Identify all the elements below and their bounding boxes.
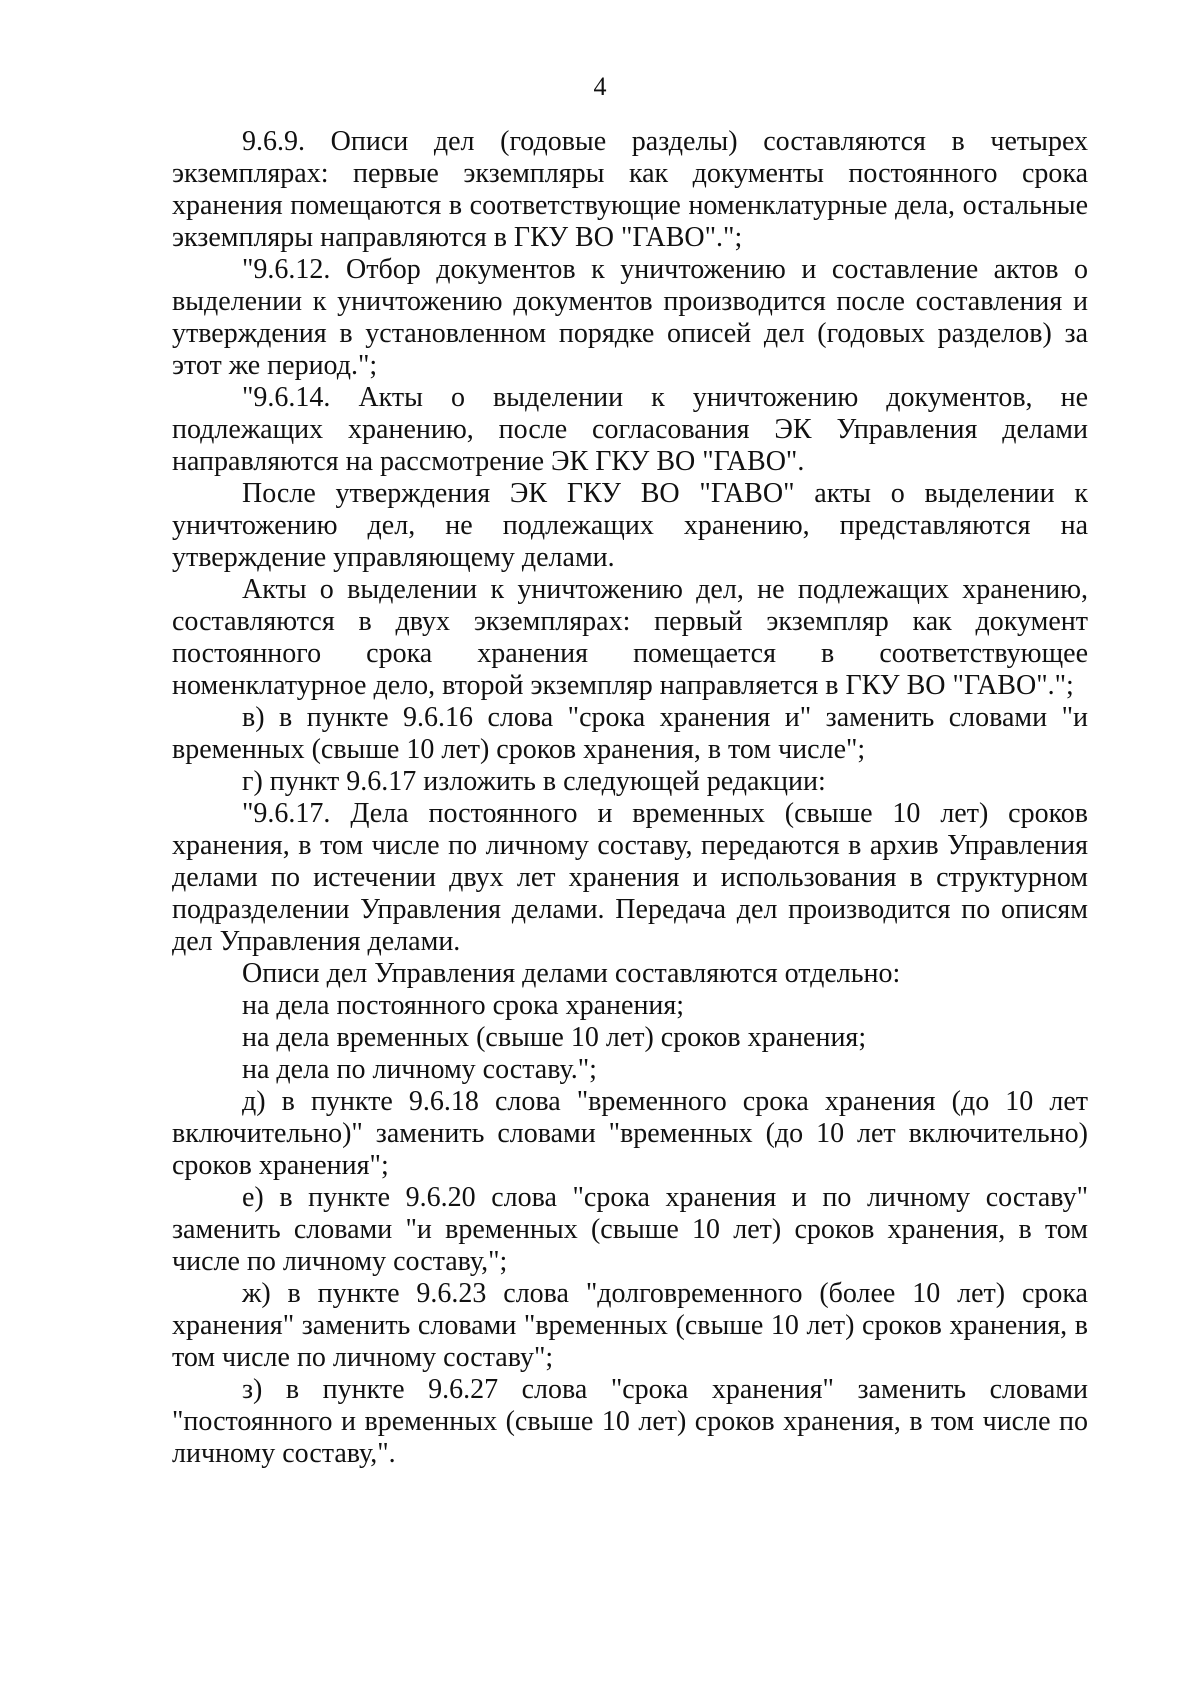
document-body <box>172 126 1088 1470</box>
paragraph-amendment-z: з) в пункте 9.6.27 слова "срока хранения" заменить словами "постоянного и временных (свыше 10 лет) сроков хранения, в том числе по личному составу,". <box>172 1374 1088 1469</box>
list-item-permanent: на дела постоянного срока хранения; <box>242 990 685 1021</box>
paragraph-9-6-12: "9.6.12. Отбор документов к уничтожению и составление актов о выделении к уничтожению документов производится после составления и утверждения в установленном порядке описей дел (годовых разделов) за этот же период."; <box>172 254 1088 381</box>
paragraph-approval: После утверждения ЭК ГКУ ВО "ГАВО" акты о выделении к уничтожению дел, не подлежащих хранению, представляются на утверждение управляющему делами. <box>172 478 1088 573</box>
paragraph-amendment-e: е) в пункте 9.6.20 слова "срока хранения и по личному составу" заменить словами "и временных (свыше 10 лет) сроков хранения, в том числе по личному составу,"; <box>172 1182 1088 1277</box>
paragraph-amendment-v: в) в пункте 9.6.16 слова "срока хранения и" заменить словами "и временных (свыше 10 лет) сроков хранения, в том числе"; <box>172 702 1088 765</box>
paragraph-9-6-9: 9.6.9. Описи дел (годовые разделы) составляются в четырех экземплярах: первые экземпляры как документы постоянного срока хранения помещаются в соответствующие номенклатурные дела, остальные экземпляры направляются в ГКУ ВО "ГАВО"."; <box>172 126 1088 253</box>
list-item-personnel: на дела по личному составу."; <box>242 1054 597 1085</box>
paragraph-acts-copies: Акты о выделении к уничтожению дел, не подлежащих хранению, составляются в двух экземплярах: первый экземпляр как документ постоянного срока хранения помещается в соответствующее номенклатурное дело, второй экземпляр направляется в ГКУ ВО "ГАВО"."; <box>172 574 1088 701</box>
list-item-temporary: на дела временных (свыше 10 лет) сроков хранения; <box>242 1022 867 1053</box>
paragraph-9-6-17: "9.6.17. Дела постоянного и временных (свыше 10 лет) сроков хранения, в том числе по личному составу, передаются в архив Управления делами по истечении двух лет хранения и использования в структурном подразделении Управления делами. Передача дел производится по описям дел Управления делами. <box>172 798 1088 957</box>
paragraph-inventories: Описи дел Управления делами составляются отдельно: <box>242 958 901 989</box>
paragraph-9-6-14: "9.6.14. Акты о выделении к уничтожению документов, не подлежащих хранению, после согласования ЭК Управления делами направляются на рассмотрение ЭК ГКУ ВО "ГАВО". <box>172 382 1088 477</box>
paragraph-amendment-g: г) пункт 9.6.17 изложить в следующей редакции: <box>242 766 826 797</box>
page-number: 4 <box>593 72 607 101</box>
paragraph-amendment-zh: ж) в пункте 9.6.23 слова "долговременного (более 10 лет) срока хранения" заменить словами "временных (свыше 10 лет) сроков хранения, в том числе по личному составу"; <box>172 1278 1088 1373</box>
paragraph-amendment-d: д) в пункте 9.6.18 слова "временного срока хранения (до 10 лет включительно)" заменить словами "временных (до 10 лет включительно) сроков хранения"; <box>172 1086 1088 1181</box>
